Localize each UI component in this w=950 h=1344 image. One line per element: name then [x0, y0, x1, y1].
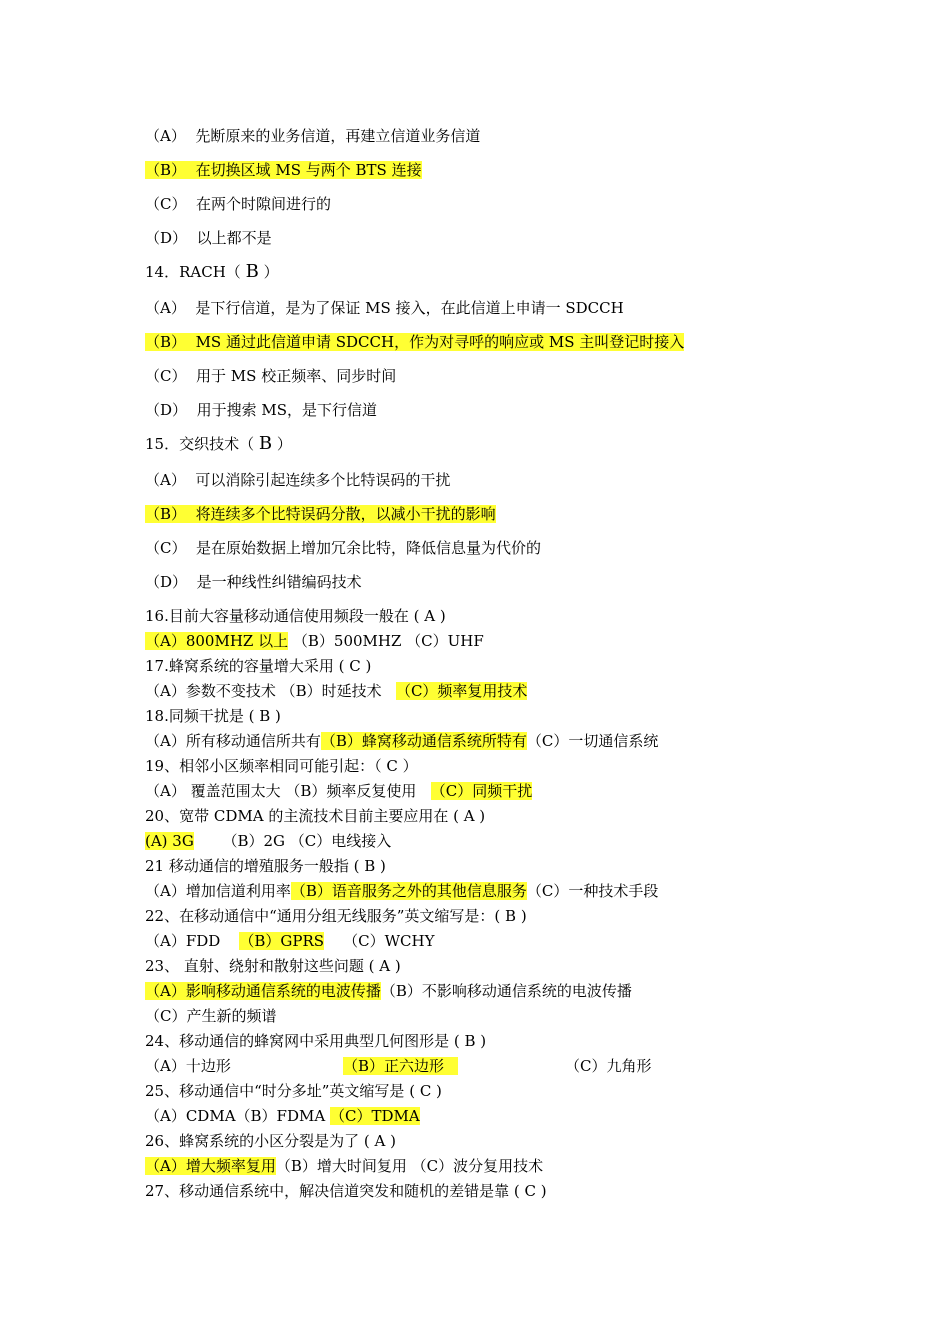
q14-option-d — [145, 400, 377, 420]
option-c: （C）一切通信系统 — [526, 732, 659, 750]
question-text: 14．RACH（ — [145, 263, 241, 281]
option-b-highlighted: （B）蜂窝移动通信系统所特有 — [320, 732, 527, 750]
option-label: （C） — [145, 539, 187, 557]
q24-option-c: （C）九角形 — [565, 1057, 652, 1075]
option-text: 是一种线性纠错编码技术 — [196, 573, 362, 591]
question-20: 20、宽带 CDMA 的主流技术目前主要应用在 ( A ) — [145, 807, 486, 825]
option-label: （C） — [145, 367, 187, 385]
option-rest: （B）增大时间复用 （C）波分复用技术 — [275, 1157, 544, 1175]
q19-options — [145, 781, 532, 801]
option-text: MS 通过此信道申请 SDCCH，作为对寻呼的响应或 MS 主叫登记时接入 — [195, 333, 685, 351]
option-text: 将连续多个比特误码分散，以减小干扰的影响 — [195, 505, 496, 523]
option-a-highlighted: (A) 3G — [145, 832, 194, 850]
option-rest: （B）500MHZ （C）UHF — [292, 632, 484, 650]
question-close: ） — [276, 435, 292, 453]
question-22: 22、在移动通信中“通用分组无线服务”英文缩写是：( B ) — [145, 907, 527, 925]
option-ab: （A） 覆盖范围太大 （B）频率反复使用 — [145, 782, 417, 800]
q14-option-a — [145, 298, 624, 318]
question-15 — [145, 434, 292, 454]
question-25: 25、移动通信中“时分多址”英文缩写是 ( C ) — [145, 1082, 442, 1100]
q23-options — [145, 981, 632, 1001]
q13-option-a — [145, 126, 480, 146]
option-b-highlighted: （B）GPRS — [239, 932, 325, 950]
option-label: （B） — [145, 161, 187, 179]
q15-option-a — [145, 470, 450, 490]
option-ab: （A）CDMA（B）FDMA — [145, 1107, 326, 1125]
question-21: 21 移动通信的增殖服务一般指 ( B ) — [145, 857, 386, 875]
option-label: （A） — [145, 127, 186, 145]
q13-option-c — [145, 194, 331, 214]
option-b-highlighted: （B）正六边形 — [343, 1057, 445, 1075]
option-text: 用于 MS 校正频率、同步时间 — [196, 367, 397, 385]
q22-options — [145, 931, 434, 951]
option-text: 是下行信道，是为了保证 MS 接入，在此信道上申请一 SDCCH — [195, 299, 624, 317]
question-14 — [145, 262, 279, 282]
option-text: 在切换区域 MS 与两个 BTS 连接 — [195, 161, 422, 179]
option-a-highlighted: （A）800MHZ 以上 — [145, 632, 289, 650]
option-b: （B）不影响移动通信系统的电波传播 — [380, 982, 632, 1000]
option-text: 在两个时隙间进行的 — [196, 195, 332, 213]
option-label: （D） — [145, 229, 188, 247]
q18-options — [145, 731, 658, 751]
option-label: （A） — [145, 471, 186, 489]
answer-letter: B — [258, 433, 273, 454]
q20-options — [145, 831, 391, 851]
q25-options — [145, 1106, 420, 1126]
option-a: （A）FDD — [145, 932, 221, 950]
q24-option-b — [343, 1056, 458, 1076]
question-close: ） — [263, 263, 279, 281]
question-27: 27、移动通信系统中，解决信道突发和随机的差错是靠 ( C ) — [145, 1182, 547, 1200]
answer-letter: B — [245, 261, 259, 282]
option-c: （C）WCHY — [343, 932, 435, 950]
option-a-highlighted: （A）增大频率复用 — [145, 1157, 276, 1175]
option-a: （A）所有移动通信所共有 — [145, 732, 321, 750]
question-23: 23、 直射、绕射和散射这些问题 ( A ) — [145, 957, 401, 975]
question-19: 19、相邻小区频率相同可能引起：（ C ） — [145, 757, 418, 775]
question-26: 26、蜂窝系统的小区分裂是为了 ( A ) — [145, 1132, 396, 1150]
option-c-highlighted: （C）频率复用技术 — [395, 682, 528, 700]
option-text: 是在原始数据上增加冗余比特，降低信息量为代价的 — [196, 539, 542, 557]
option-rest: （B）2G （C）电线接入 — [222, 832, 392, 850]
option-text: 用于搜索 MS，是下行信道 — [196, 401, 377, 419]
option-b-highlighted: （B）语音服务之外的其他信息服务 — [290, 882, 527, 900]
question-text: 15．交织技术（ — [145, 435, 255, 453]
option-c: （C）一种技术手段 — [526, 882, 659, 900]
option-label: （D） — [145, 573, 188, 591]
option-a: （A）增加信道利用率 — [145, 882, 291, 900]
option-label: （C） — [145, 195, 187, 213]
q21-options — [145, 881, 658, 901]
q16-options — [145, 631, 484, 651]
q23-option-c: （C）产生新的频谱 — [145, 1007, 277, 1025]
option-text: 先断原来的业务信道，再建立信道业务信道 — [195, 127, 481, 145]
option-ab: （A）参数不变技术 （B）时延技术 — [145, 682, 382, 700]
question-17: 17.蜂窝系统的容量增大采用 ( C ) — [145, 657, 372, 675]
question-24: 24、移动通信的蜂窝网中采用典型几何图形是 ( B ) — [145, 1032, 487, 1050]
option-c-highlighted: （C）TDMA — [329, 1107, 420, 1125]
option-label: （A） — [145, 299, 186, 317]
q24-option-a: （A）十边形 — [145, 1057, 231, 1075]
option-label: （B） — [145, 505, 187, 523]
q14-option-b — [145, 332, 684, 352]
option-c-highlighted: （C）同频干扰 — [430, 782, 533, 800]
q26-options — [145, 1156, 543, 1176]
option-a-highlighted: （A）影响移动通信系统的电波传播 — [145, 982, 381, 1000]
option-text: 以上都不是 — [196, 229, 272, 247]
q13-option-d — [145, 228, 272, 248]
q15-option-c — [145, 538, 541, 558]
q13-option-b — [145, 160, 422, 180]
q17-options — [145, 681, 527, 701]
q15-option-b — [145, 504, 496, 524]
question-18: 18.同频干扰是 ( B ) — [145, 707, 281, 725]
option-label: （B） — [145, 333, 187, 351]
q14-option-c — [145, 366, 396, 386]
question-16: 16.目前大容量移动通信使用频段一般在 ( A ) — [145, 607, 446, 625]
option-label: （D） — [145, 401, 188, 419]
q15-option-d — [145, 572, 362, 592]
option-text: 可以消除引起连续多个比特误码的干扰 — [195, 471, 451, 489]
